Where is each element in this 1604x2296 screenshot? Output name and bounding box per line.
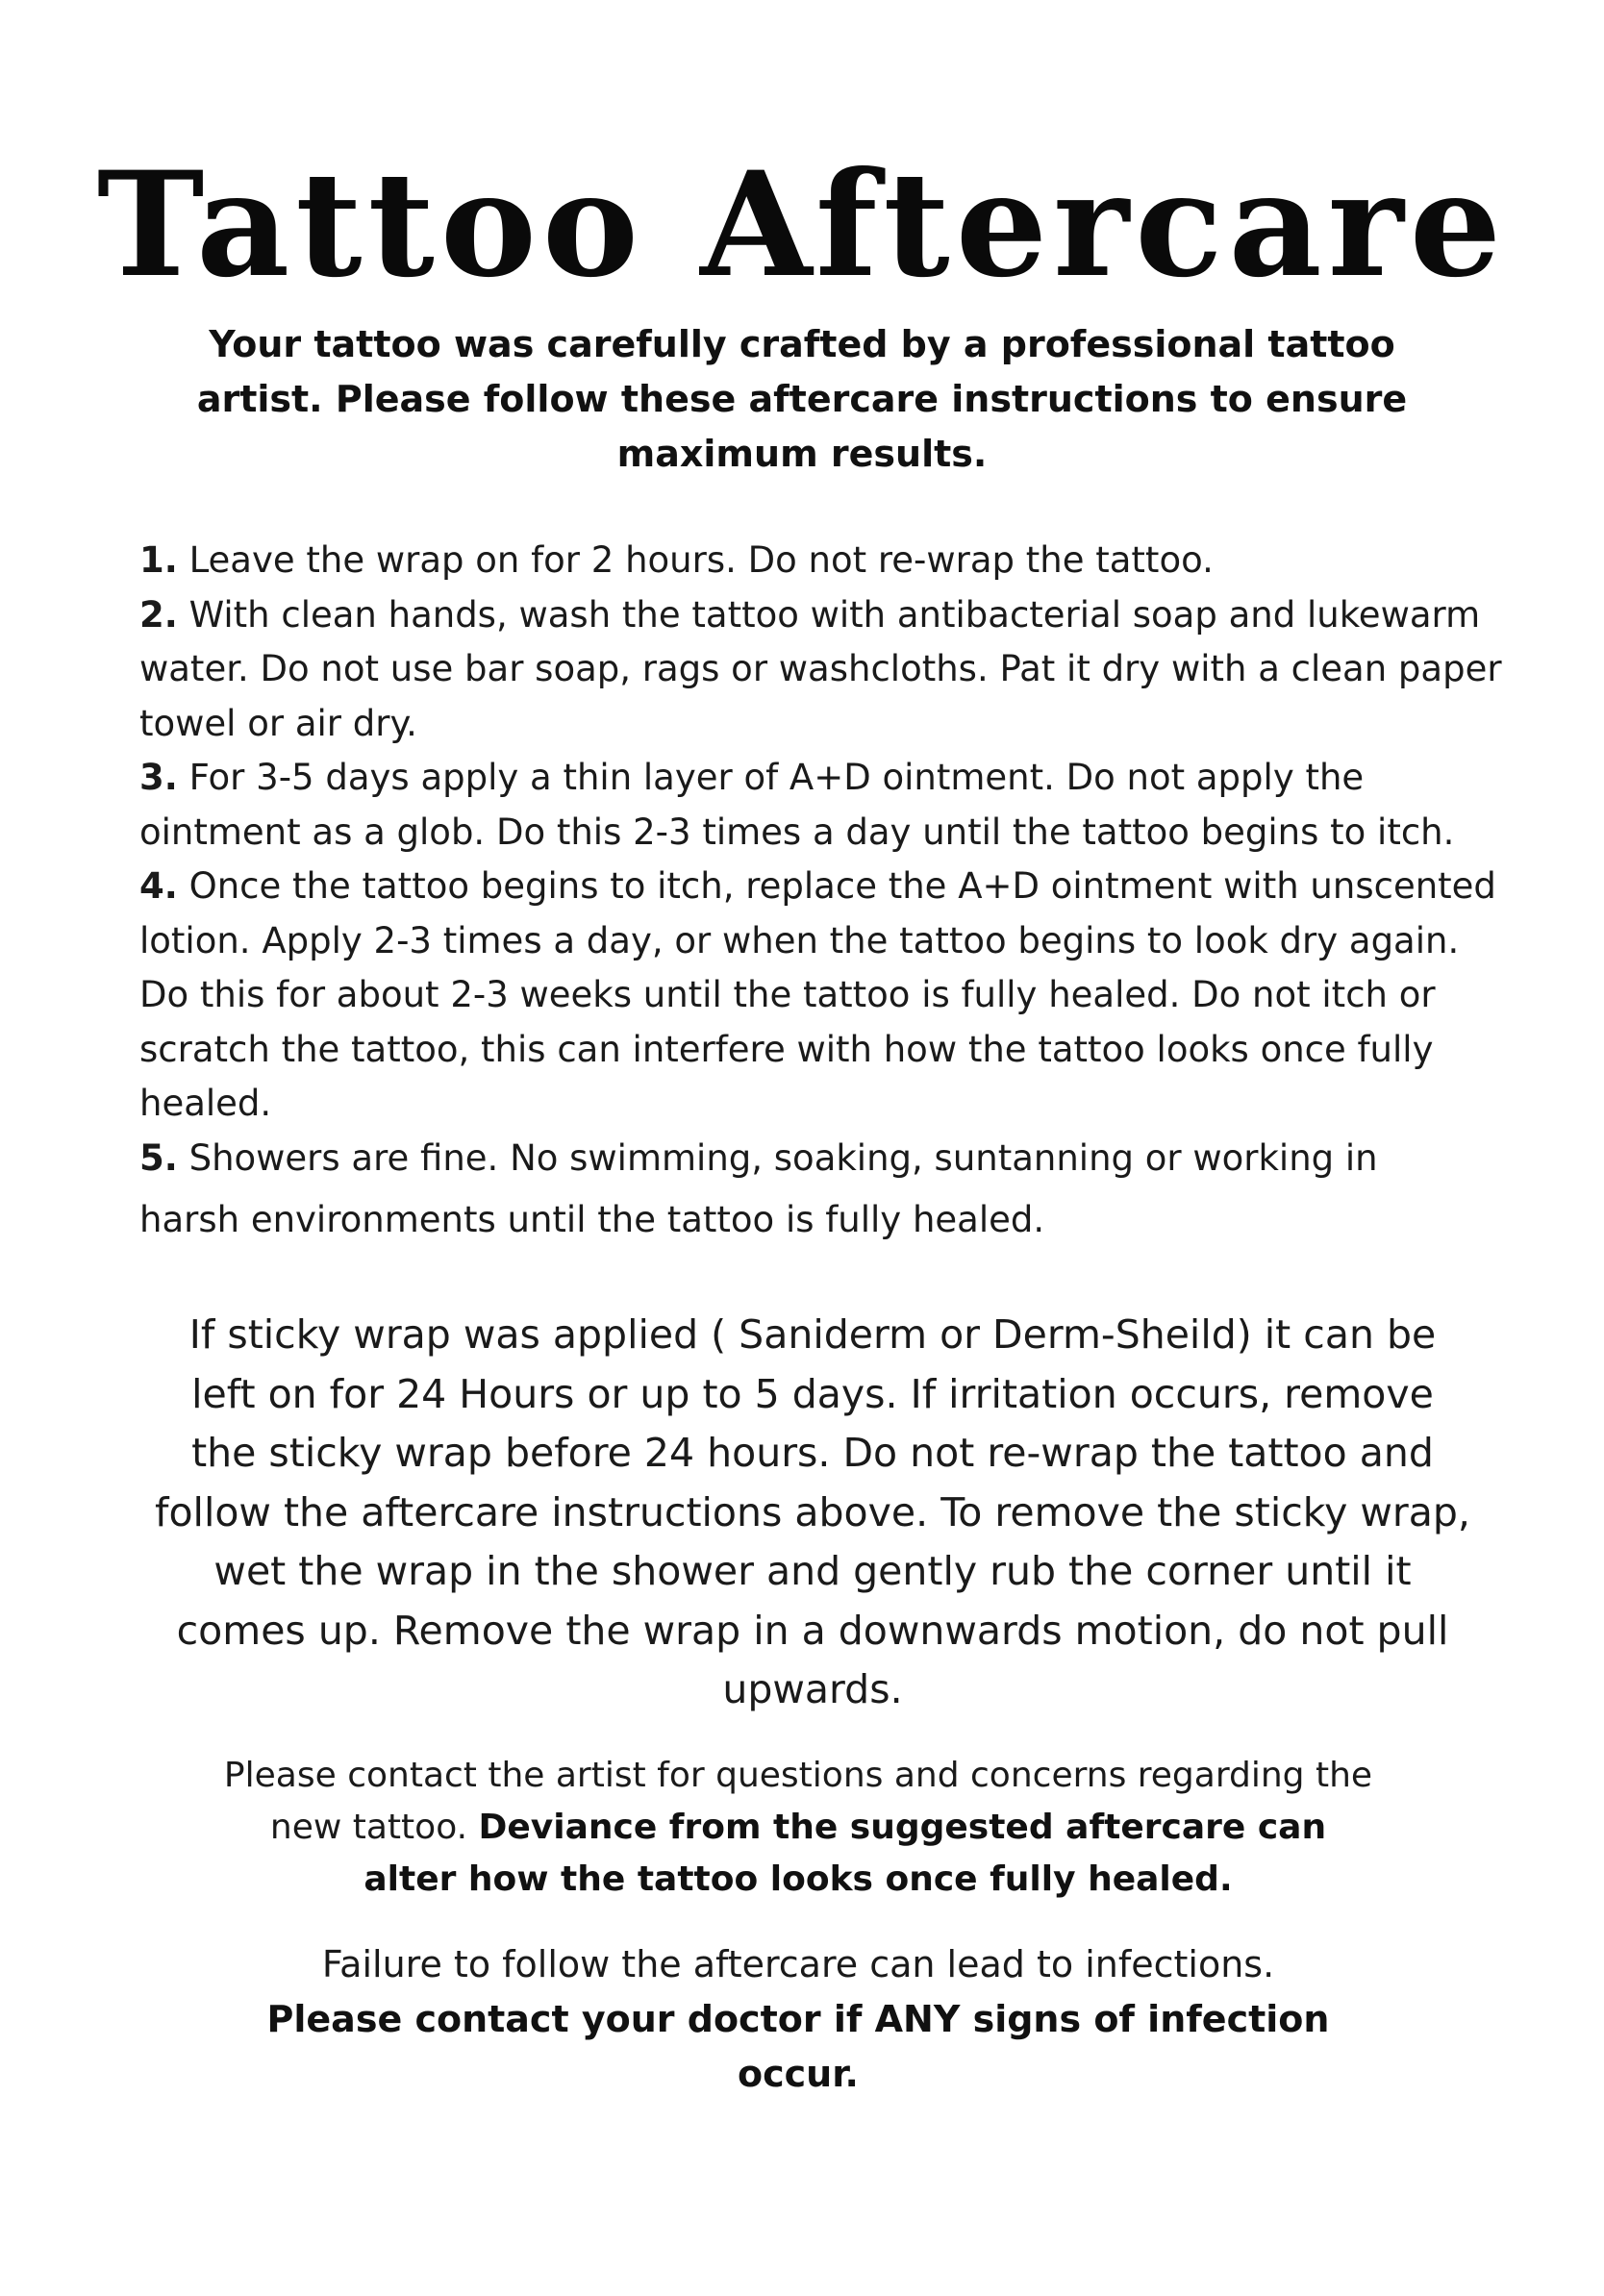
instruction-step-5 <box>139 1132 1505 1248</box>
step-text: With clean hands, wash the tattoo with antibacterial soap and lukewarm water. Do not use bar soap, rags or washcloths. Pat it dry with a clean paper towel or air dry. <box>139 593 1502 744</box>
step-text: Leave the wrap on for 2 hours. Do not re-wrap the tattoo. <box>188 539 1214 581</box>
step-text: Once the tattoo begins to itch, replace the A+D ointment with unscented lotion. Apply 2-3 times a day, or when the tattoo begins to look dry again. Do this for about 2-3 weeks until the tattoo is fully healed. Do not itch or scratch the tattoo, this can interfere with how the tattoo looks once fully healed. <box>139 865 1496 1124</box>
step-text: For 3-5 days apply a thin layer of A+D ointment. Do not apply the ointment as a glob. Do this 2-3 times a day until the tattoo begins to itch. <box>139 757 1455 853</box>
step-text-continued: harsh environments until the tattoo is fully healed. <box>139 1199 1045 1240</box>
page-title: Tattoo Aftercare <box>96 139 1508 310</box>
step-number: 1. <box>139 539 178 581</box>
infection-warning-paragraph <box>221 1937 1375 2102</box>
step-text: Showers are fine. No swimming, soaking, suntanning or working in <box>188 1136 1378 1179</box>
sticky-wrap-paragraph: If sticky wrap was applied ( Saniderm or Derm-Sheild) it can be left on for 24 Hours or up to 5 days. If irritation occurs, remove the sticky wrap before 24 hours. Do not re-wrap the tattoo and follow the aftercare instructions above. To remove the sticky wrap, wet the wrap in the shower and gently rub the corner until it comes up. Remove the wrap in a downwards motion, do not pull upwards. <box>155 1311 1470 1712</box>
failure-text: Failure to follow the aftercare can lead to infections. <box>321 1943 1275 1985</box>
step-number: 3. <box>139 757 178 798</box>
doctor-warning: Please contact your doctor if ANY signs of infection occur. <box>266 1998 1330 2095</box>
instruction-step-3 <box>139 751 1505 860</box>
contact-paragraph <box>221 1750 1375 1906</box>
step-number: 2. <box>139 593 178 636</box>
intro-text: Your tattoo was carefully crafted by a professional tattoo artist. Please follow these aftercare instructions to ensure maximum results. <box>196 323 1408 475</box>
contact-text: Please contact the artist for questions and concerns regarding the new tattoo. <box>223 1756 1373 1847</box>
instruction-step-4 <box>139 860 1505 1132</box>
step-number: 4. <box>139 865 178 907</box>
instruction-step-2 <box>139 588 1505 752</box>
instruction-step-1 <box>139 534 1505 588</box>
deviance-warning: Deviance from the suggested aftercare can alter how the tattoo looks once fully healed. <box>363 1808 1327 1899</box>
step-number: 5. <box>139 1136 178 1179</box>
instruction-list <box>139 534 1505 1248</box>
